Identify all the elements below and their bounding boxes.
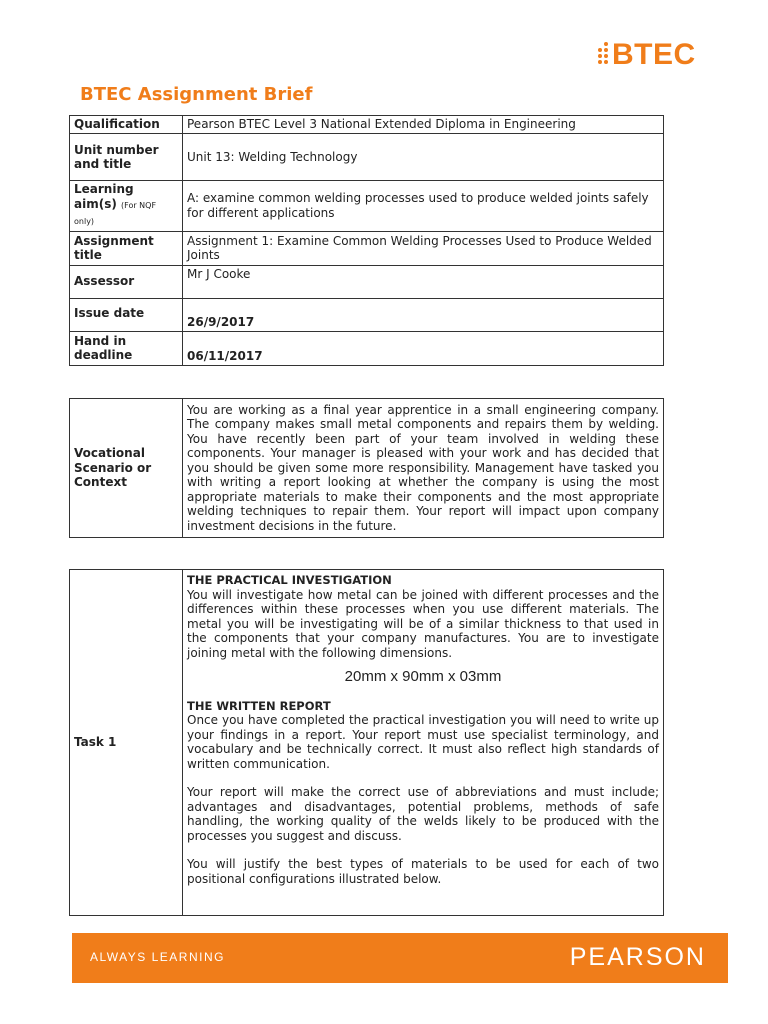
scenario-text: You are working as a final year apprentice in a small engineering company. The company makes small metal components and repairs them by welding. You have recently been part of your team involved in welding these components. Your manager is pleased with your work and has decided that you should be given some more responsibility. Management have tasked you with writing a report looking at whether the company is using the most appropriate materials to make their components and the most appropriate welding techniques to repair them. Your report will impact upon company investment decisions in the future. [183,399,664,538]
deadline-value: 06/11/2017 [183,331,664,365]
scenario-table [69,398,664,538]
assessor-label: Assessor [70,265,183,298]
deadline-label: Hand in deadline [70,331,183,365]
practical-paragraph: You will investigate how metal can be joined with different processes and the differences within these processes when you use different materials. The metal you will be investigating will be of a similar thickness to that used in the components that your company manufactures. You are to investigate joining metal with the following dimensions. [187,587,659,660]
details-table [69,115,664,366]
materials-paragraph: You will justify the best types of materials to be used for each of two positional configurations illustrated below. [187,857,659,886]
unit-value: Unit 13: Welding Technology [183,134,664,181]
practical-heading: THE PRACTICAL INVESTIGATION [187,573,392,587]
learning-aim-label: Learning aim(s) [74,182,134,211]
learning-aim-note: (For NQF only) [74,200,157,226]
pearson-logo: PEARSON [569,943,706,971]
report-requirements: Your report will make the correct use of abbreviations and must include; advantages and disadvantages, potential problems, methods of safe handling, the working quality of the welds likely to be produced with the processes you suggest and discuss. [187,785,659,843]
logo-text: BTEC [612,38,696,71]
footer-slogan: ALWAYS LEARNING [90,950,225,964]
task-label: Task 1 [70,570,183,916]
issue-date-label: Issue date [70,298,183,331]
report-heading: THE WRITTEN REPORT [187,698,331,713]
learning-aim-label-cell [70,181,183,232]
dimensions: 20mm x 90mm x 03mm [344,668,502,685]
assessor-value: Mr J Cooke [183,265,664,298]
assignment-label: Assignment title [70,231,183,265]
scenario-label: Vocational Scenario or Context [70,399,183,538]
task-content [183,570,664,916]
page-title: BTEC Assignment Brief [80,84,313,105]
qualification-value: Pearson BTEC Level 3 National Extended Diploma in Engineering [183,116,664,134]
assignment-value: Assignment 1: Examine Common Welding Processes Used to Produce Welded Joints [183,231,664,265]
report-paragraph: Once you have completed the practical investigation you will need to write up your findings in a report. Your report must use specialist terminology, and vocabulary and be technically correct. It must also reflect high standards of written communication. [187,713,659,771]
footer-banner [72,933,728,983]
task-table [69,569,664,916]
btec-logo [596,38,706,78]
unit-label: Unit number and title [70,134,183,181]
learning-aim-value: A: examine common welding processes used to produce welded joints safely for different applications [183,181,664,232]
issue-date-value: 26/9/2017 [183,298,664,331]
qualification-label: Qualification [70,116,183,134]
